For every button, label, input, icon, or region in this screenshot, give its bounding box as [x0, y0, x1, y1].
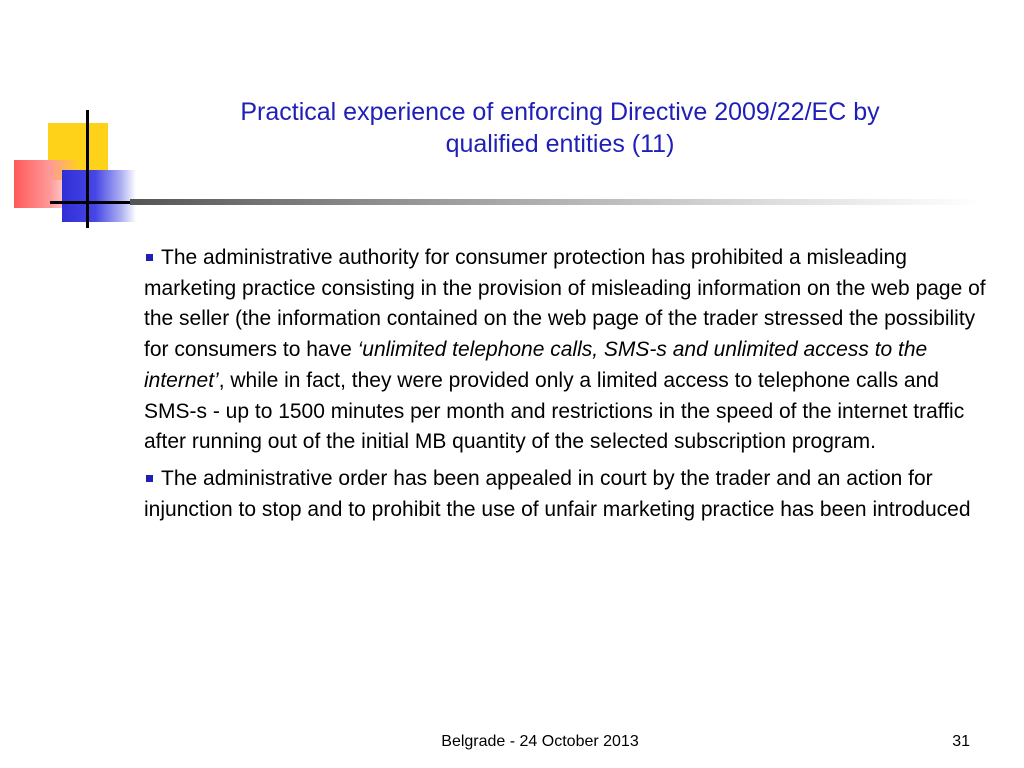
vertical-line	[86, 110, 89, 228]
bullet-1-text-after: , while in fact, they were provided only a limited access to telephone calls and SMS-s - up to 1500 minutes per month and restrictions in the speed of the internet traffic after running out of the initial MB quantity of the selected subscription program.	[144, 368, 965, 454]
blue-square	[62, 170, 136, 222]
bullet-paragraph-2	[144, 464, 994, 525]
slide-title	[160, 96, 960, 160]
square-bullet-icon	[146, 475, 153, 482]
slide-title-line-1: Practical experience of enforcing Directive 2009/22/EC by	[240, 98, 880, 126]
bullet-1-text: The administrative authority for consumer protection has prohibited a misleading marketing practice consisting in the provision of misleading information on the web page of the seller (the information contained on the web page of the trader stressed the possibility for consumers to have	[144, 246, 986, 362]
slide-content	[144, 243, 994, 531]
decorative-logo	[0, 0, 150, 240]
slide-title-line-2: qualified entities (11)	[445, 130, 675, 158]
bullet-2-text: The administrative order has been appealed in court by the trader and an action for injunction to stop and to prohibit the use of unfair marketing practice has been introduced	[144, 466, 971, 521]
title-divider	[130, 199, 980, 205]
bullet-1-italic-quote: ‘unlimited telephone calls, SMS-s and unlimited access to the internet’	[144, 338, 928, 392]
bullet-paragraph-1	[144, 243, 994, 458]
short-horizontal-line	[50, 201, 130, 204]
footer-location-date: Belgrade - 24 October 2013	[441, 733, 639, 750]
square-bullet-icon	[146, 254, 153, 261]
page-number: 31	[952, 733, 970, 750]
